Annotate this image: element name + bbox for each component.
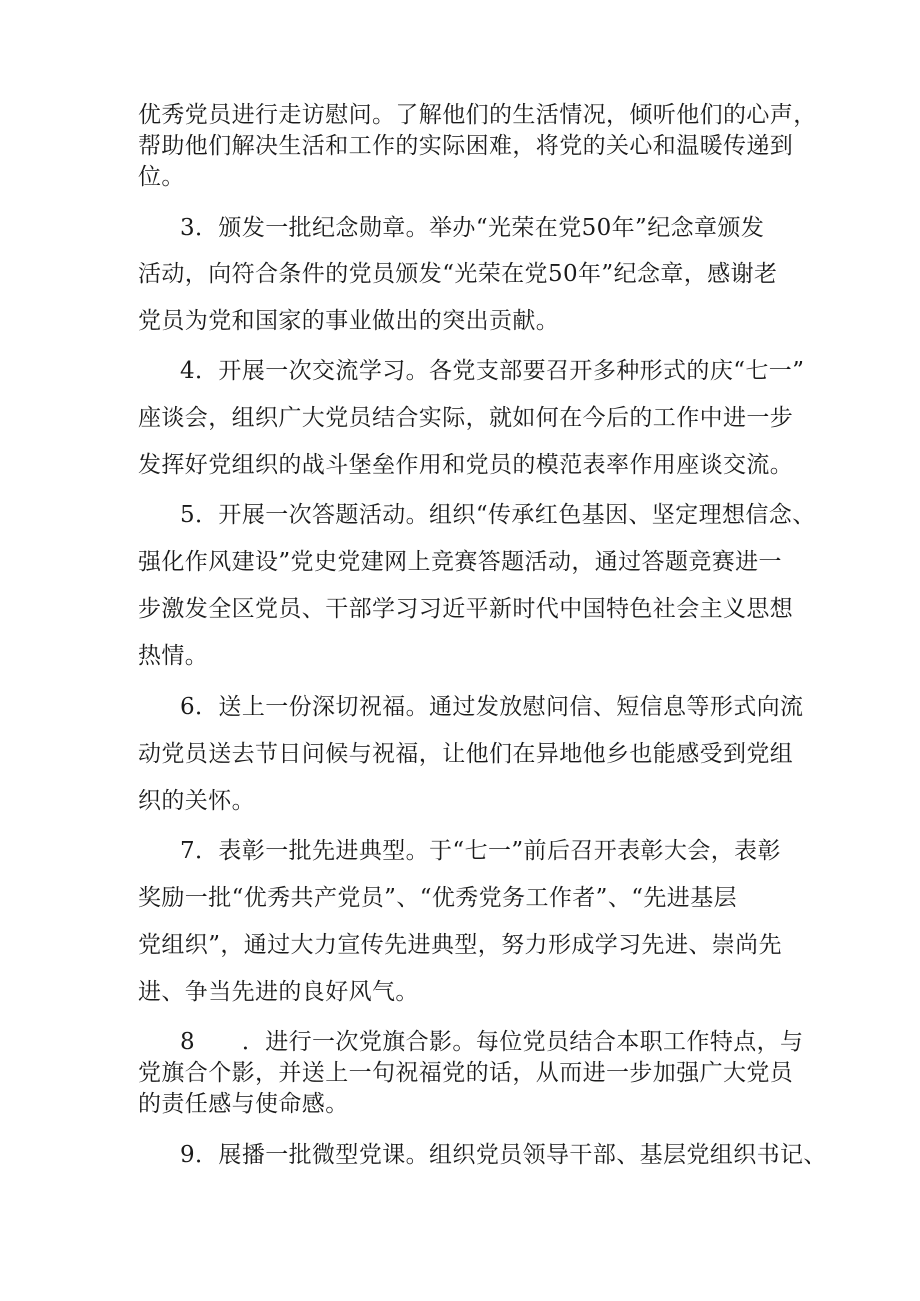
paragraph-3-line: 3．颁发一批纪念勋章。举办“光荣在党50年”纪念章颁发 [180, 215, 765, 241]
paragraph-6-line: 6．送上一份深切祝福。通过发放慰问信、短信息等形式向流 [180, 694, 804, 720]
text-line: 动党员送去节日问候与祝福，让他们在异地他乡也能感受到党组 [138, 741, 794, 767]
text-line: 热情。 [138, 643, 209, 669]
paragraph-4-line: 4．开展一次交流学习。各党支部要召开多种形式的庆“七一” [180, 358, 805, 384]
paragraph-8-line: 8 ．进行一次党旗合影。每位党员结合本职工作特点，与 [180, 1029, 804, 1055]
text-line: 党员为党和国家的事业做出的突出贡献。 [138, 308, 560, 334]
text-line: 座谈会，组织广大党员结合实际，就如何在今后的工作中进一步 [138, 405, 794, 431]
text-line: 优秀党员进行走访慰问。了解他们的生活情况，倾听他们的心声， [138, 102, 817, 128]
text-line: 强化作风建设”党史党建网上竞赛答题活动，通过答题竞赛进一 [138, 549, 782, 575]
text-line: 帮助他们解决生活和工作的实际困难，将党的关心和温暖传递到 [138, 133, 794, 159]
text-line: 党组织”，通过大力宣传先进典型，努力形成学习先进、崇尚先 [138, 932, 782, 958]
text-line: 的责任感与使命感。 [138, 1091, 349, 1117]
paragraph-5-line: 5．开展一次答题活动。组织“传承红色基因、坚定理想信念、 [180, 502, 816, 528]
text-line: 发挥好党组织的战斗堡垒作用和党员的模范表率作用座谈交流。 [138, 452, 794, 478]
text-line: 位。 [138, 164, 185, 190]
text-line: 步激发全区党员、干部学习习近平新时代中国特色社会主义思想 [138, 596, 794, 622]
text-line: 党旗合个影，并送上一句祝福党的话，从而进一步加强广大党员 [138, 1060, 794, 1086]
text-line: 活动，向符合条件的党员颁发“光荣在党50年”纪念章，感谢老 [138, 261, 778, 287]
paragraph-7-line: 7．表彰一批先进典型。于“七一”前后召开表彰大会，表彰 [180, 838, 781, 864]
paragraph-9-line: 9．展播一批微型党课。组织党员领导干部、基层党组织书记、 [180, 1142, 827, 1168]
text-line: 织的关怀。 [138, 788, 255, 814]
text-line: 进、争当先进的良好风气。 [138, 979, 419, 1005]
text-line: 奖励一批“优秀共产党员”、“优秀党务工作者”、“先进基层 [138, 885, 737, 911]
